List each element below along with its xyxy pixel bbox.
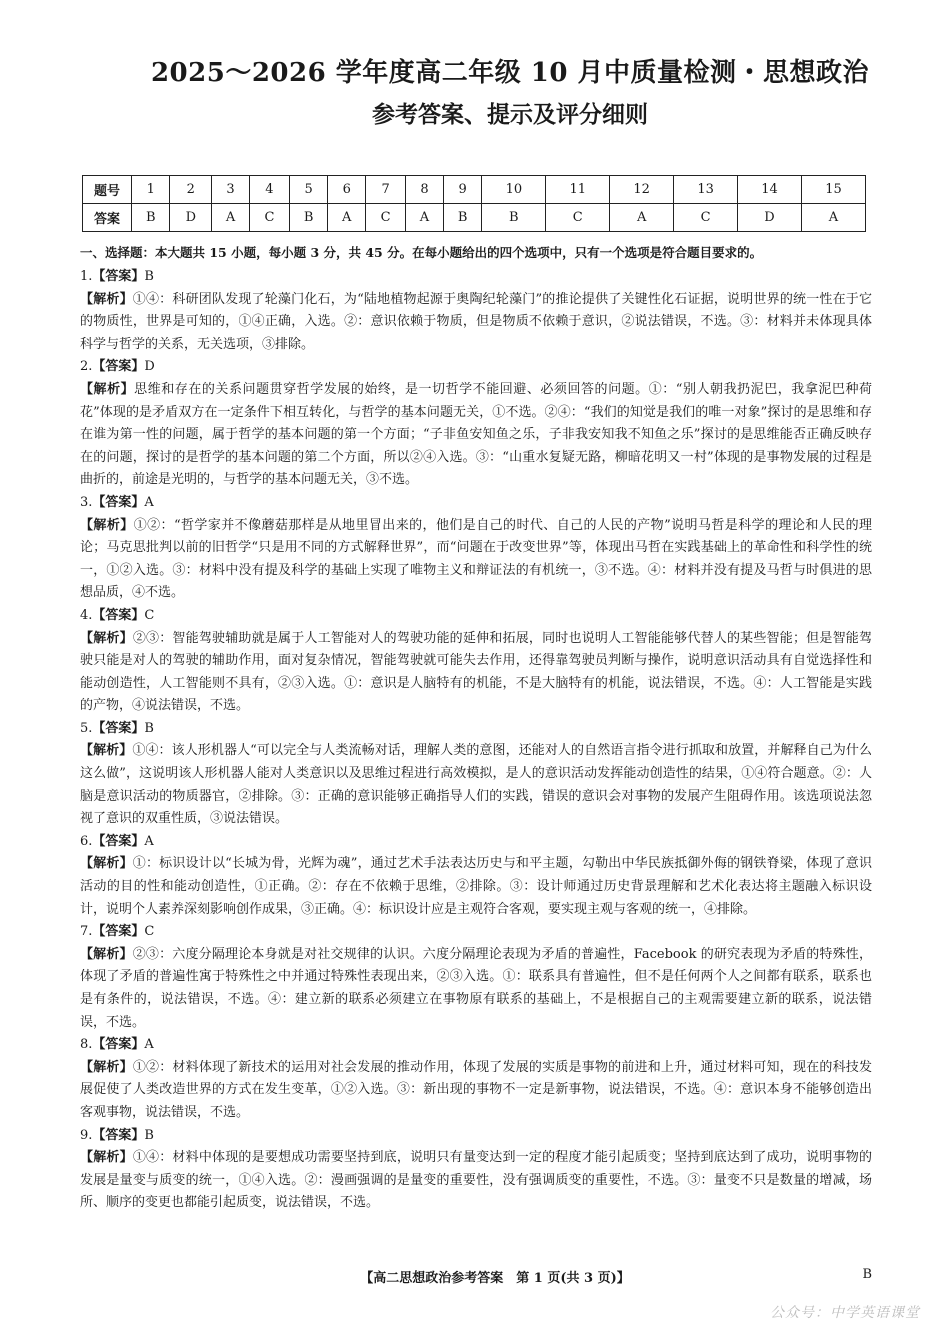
answer-cell: D: [738, 204, 802, 232]
answer-cell: B: [443, 204, 481, 232]
analysis-tag: 【解析】: [80, 1150, 133, 1166]
question-list: [80, 266, 872, 1215]
answer-letter: C: [144, 607, 155, 623]
answer-cell: A: [610, 204, 674, 232]
question-number: 5.: [80, 720, 93, 736]
question-answer-line: [80, 605, 872, 628]
question-number-cell: 8: [406, 176, 444, 204]
analysis-text: ①④：材料中体现的是要想成功需要坚持到底，说明只有量变达到一定的程度才能引起质变；坚持到底达到了成功，说明事物的发展是量变与质变的统一，①④入选。②：漫画强调的是量变的重要性，没有强调质变的重要性，不选。③：量变不只是数量的增减，场所、顺序的变更也都能引起质变，说法错误，不选。: [80, 1150, 872, 1211]
page-footer: 【高二思想政治参考答案 第 1 页(共 3 页)】: [360, 1271, 630, 1286]
answer-table-number-row: [83, 176, 866, 204]
analysis-text: 思维和存在的关系问题贯穿哲学发展的始终，是一切哲学不能回避、必须回答的问题。①：“别人朝我扔泥巴，我拿泥巴种荷花”体现的是矛盾双方在一定条件下相互转化，与哲学的基本问题无关，①不选。②④：“我们的知觉是我们的唯一对象”探讨的是思维和存在谁为第一性的问题，属于哲学的基本问题的第一个方面；“子非鱼安知鱼之乐，子非我安知我不知鱼之乐”探讨的是思维能否正确反映存在的问题，探讨的是哲学的基本问题的第二个方面，所以②④入选。③：“山重水复疑无路，柳暗花明又一村”体现的是事物发展的过程是曲折的，前途是光明的，与哲学的基本问题无关，③不选。: [80, 381, 872, 488]
answer-letter: A: [144, 833, 154, 849]
answer-letter: A: [144, 1037, 154, 1053]
analysis-paragraph: [80, 1057, 872, 1125]
question-number-cell: 15: [801, 176, 865, 204]
analysis-paragraph: [80, 740, 872, 830]
question-number-cell: 2: [170, 176, 212, 204]
answer-cell: B: [482, 204, 546, 232]
answer-cell: C: [366, 204, 406, 232]
analysis-tag: 【解析】: [80, 946, 133, 962]
question-number: 3.: [80, 494, 93, 510]
question-number: 6.: [80, 833, 93, 849]
question-number: 2.: [80, 359, 93, 375]
answer-letter: B: [144, 1127, 154, 1143]
answer-tag: 【答案】: [92, 720, 145, 736]
question-number-cell: 14: [738, 176, 802, 204]
answer-letter: B: [144, 720, 154, 736]
question-number-cell: 1: [132, 176, 170, 204]
question-answer-line: [80, 266, 872, 289]
analysis-paragraph: [80, 853, 872, 921]
analysis-text: ①②：“哲学家并不像蘑菇那样是从地里冒出来的，他们是自己的时代、自己的人民的产物”说明马哲是科学的理论和人民的理论；马克思批判以前的旧哲学“只是用不同的方式解释世界”，而“问题在于改变世界”等，体现出马哲在实践基础上的革命性和科学性的统一，①②入选。③：材料中没有提及科学的基础上实现了唯物主义和辩证法的有机统一，③不选。④：材料并没有提及马哲与时俱进的思想品质，④不选。: [80, 517, 872, 601]
answer-letter: A: [144, 494, 154, 510]
answer-table-answer-row: [83, 204, 866, 232]
question-number-cell: 11: [546, 176, 610, 204]
answer-cell: D: [170, 204, 212, 232]
question-number: 1.: [80, 269, 93, 284]
question-number-cell: 6: [328, 176, 366, 204]
page-subtitle: 参考答案、提示及评分细则: [372, 101, 648, 128]
question-number-cell: 5: [289, 176, 327, 204]
question-number: 7.: [80, 924, 93, 940]
answer-cell: C: [674, 204, 738, 232]
question-answer-line: [80, 921, 872, 944]
answer-tag: 【答案】: [92, 359, 145, 375]
analysis-tag: 【解析】: [80, 856, 133, 872]
question-number: 9.: [80, 1127, 93, 1143]
answer-cell: A: [801, 204, 865, 232]
question-answer-line: [80, 1125, 872, 1148]
answer-cell: B: [289, 204, 327, 232]
analysis-tag: 【解析】: [80, 291, 133, 307]
question-answer-line: [80, 1034, 872, 1057]
analysis-tag: 【解析】: [80, 381, 135, 397]
question-number-cell: 4: [249, 176, 289, 204]
answer-cell: C: [546, 204, 610, 232]
answer-tag: 【答案】: [92, 607, 145, 623]
answer-letter: C: [144, 924, 155, 940]
analysis-paragraph: [80, 515, 872, 605]
question-number-cell: 3: [212, 176, 250, 204]
row-label-number: 题号: [83, 176, 132, 204]
answer-table: [82, 175, 866, 232]
question-number-cell: 12: [610, 176, 674, 204]
question-number-cell: 7: [366, 176, 406, 204]
section-heading: 一、选择题：本大题共 15 小题，每小题 3 分，共 45 分。在每小题给出的四个选项中，只有一个选项是符合题目要求的。: [80, 245, 763, 260]
analysis-text: ②③：六度分隔理论本身就是对社交规律的认识。六度分隔理论表现为矛盾的普遍性，Facebook 的研究表现为矛盾的特殊性，体现了矛盾的普遍性寓于特殊性之中并通过特殊性表现出来，②③入选。①：联系具有普遍性，但不是任何两个人之间都有联系，联系也是有条件的，说法错误，不选。④：建立新的联系必须建立在事物原有联系的基础上，不是根据自己的主观需要建立新的联系，说法错误，不选。: [80, 946, 872, 1030]
analysis-paragraph: [80, 628, 872, 718]
answer-tag: 【答案】: [92, 494, 145, 510]
question-answer-line: [80, 718, 872, 741]
question-number-cell: 10: [482, 176, 546, 204]
watermark: 公众号：中学英语课堂: [770, 1305, 920, 1321]
answer-cell: A: [406, 204, 444, 232]
answer-tag: 【答案】: [92, 1037, 145, 1053]
answer-cell: B: [132, 204, 170, 232]
question-number-cell: 9: [443, 176, 481, 204]
answer-cell: C: [249, 204, 289, 232]
analysis-text: ②③：智能驾驶辅助就是属于人工智能对人的驾驶功能的延伸和拓展，同时也说明人工智能能够代替人的某些智能；但是智能驾驶只能是对人的驾驶的辅助作用，面对复杂情况，智能驾驶就可能失去作用，还得靠驾驶员判断与操作，说明意识活动具有自觉选择性和能动创造性，人工智能则不具有，②③入选。①：意识是人脑特有的机能，不是大脑特有的机能，说法错误，不选。④：人工智能是实践的产物，④说法错误，不选。: [80, 630, 872, 714]
answer-tag: 【答案】: [92, 1127, 145, 1143]
answer-tag: 【答案】: [92, 833, 145, 849]
question-answer-line: [80, 356, 872, 379]
page-title: 2025～2026 学年度高二年级 10 月中质量检测・思想政治: [150, 58, 870, 88]
analysis-text: ①④：该人形机器人“可以完全与人类流畅对话，理解人类的意图，还能对人的自然语言指令进行抓取和放置，并解释自己为什么这么做”，这说明该人形机器人能对人类意识以及思维过程进行高效模拟，是人的意识活动发挥能动创造性的结果，①④符合题意。②：人脑是意识活动的物质器官，②排除。③：正确的意识能够正确指导人们的实践，错误的意识会对事物的发展产生阻碍作用。该选项说法忽视了意识的双重性质，③说法错误。: [80, 743, 872, 827]
analysis-paragraph: [80, 289, 872, 357]
answer-tag: 【答案】: [92, 924, 145, 940]
analysis-text: ①④：科研团队发现了轮藻门化石，为“陆地植物起源于奥陶纪轮藻门”的推论提供了关键性化石证据，说明世界的统一性在于它的物质性，世界是可知的，①④正确，入选。②：意识依赖于物质，但是物质不依赖于意识，②说法错误，不选。③：材料并未体现具体科学与哲学的关系，无关选项，③排除。: [80, 291, 872, 352]
answer-tag: 【答案】: [92, 269, 145, 284]
answer-cell: A: [328, 204, 366, 232]
analysis-paragraph: [80, 1147, 872, 1215]
question-number: 4.: [80, 607, 93, 623]
analysis-text: ①：标识设计以“长城为骨，光辉为魂”，通过艺术手法表达历史与和平主题，勾勒出中华民族抵御外侮的钢铁脊梁，体现了意识活动的目的性和能动创造性，①正确。②：存在不依赖于思维，②排除。③：设计师通过历史背景理解和艺术化表达将主题融入标识设计，说明个人素养深刻影响创作成果，③正确。④：标识设计应是主观符合客观，要实现主观与客观的统一，④排除。: [80, 856, 872, 917]
answer-letter: D: [144, 359, 155, 375]
analysis-paragraph: [80, 944, 872, 1034]
question-answer-line: [80, 492, 872, 515]
analysis-paragraph: [80, 379, 872, 492]
question-number-cell: 13: [674, 176, 738, 204]
analysis-tag: 【解析】: [80, 1059, 133, 1075]
footer-version-mark: B: [862, 1267, 872, 1282]
analysis-tag: 【解析】: [80, 517, 134, 533]
answer-cell: A: [212, 204, 250, 232]
analysis-tag: 【解析】: [80, 743, 133, 759]
row-label-answer: 答案: [83, 204, 132, 232]
answer-letter: B: [144, 269, 154, 284]
analysis-text: ①②：材料体现了新技术的运用对社会发展的推动作用，体现了发展的实质是事物的前进和上升，通过材料可知，现在的科技发展促使了人类改造世界的方式在发生变革，①②入选。③：新出现的事物不一定是新事物，说法错误，不选。④：意识本身不能够创造出客观事物，说法错误，不选。: [80, 1059, 872, 1120]
question-answer-line: [80, 831, 872, 854]
analysis-tag: 【解析】: [80, 630, 133, 646]
question-number: 8.: [80, 1037, 93, 1053]
